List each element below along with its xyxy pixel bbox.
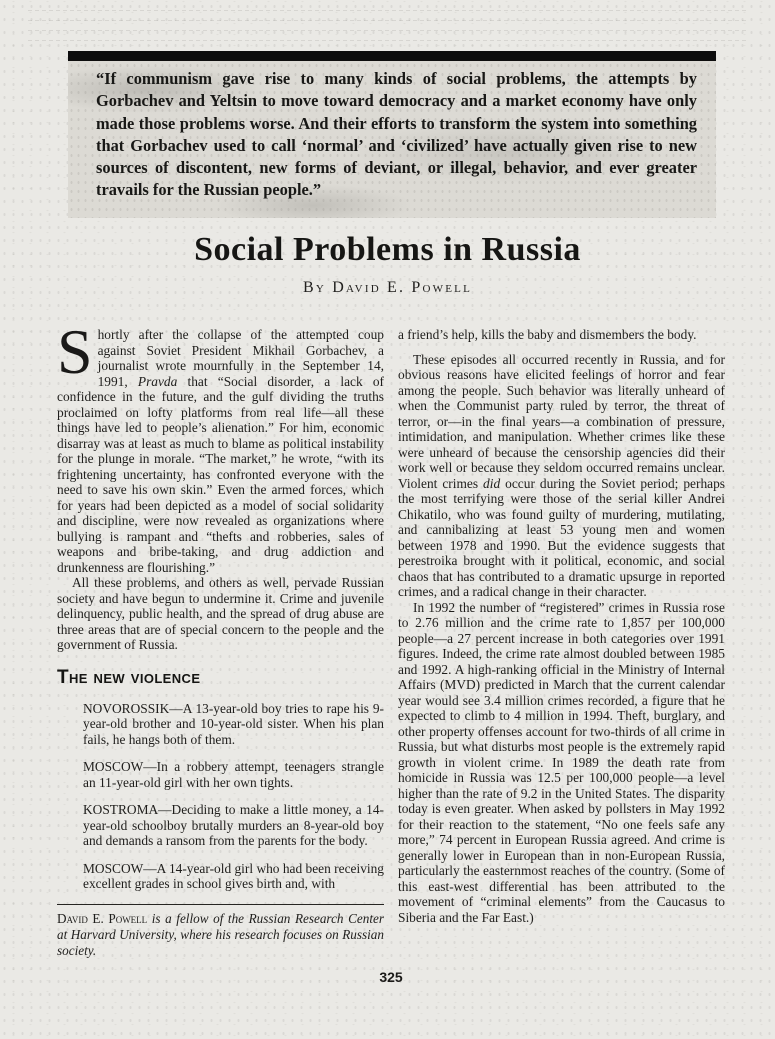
article-body (57, 316, 725, 960)
scan-artifact-lines (28, 10, 747, 42)
paragraph: In 1992 the number of “registered” crimes in Russia rose to 2.76 million and the crime rate to 1,857 per 100,000 people—a 27 percent increase in both categories over 1991 figures. Indeed, the crime rate almost doubled between 1985 and 1992. A high-ranking official in the Ministry of Internal Affairs (MVD) predicted in March that the current calendar year would see 3.4 million crimes recorded, a figure that he expected to climb to 4 million in 1994. Theft, burglary, and other property offenses account for two-thirds of all crime in Russia, but what disturbs most people is the extremely rapid growth in violent crime. In 1989 the death rate from homicide in Russia was 12.5 per 100,000 people—a level higher than the rate of 9.2 in the United States. The disparity today is even greater. When asked by pollsters in May 1992 for their reaction to the statement, “No one feels safe any more,” 74 percent in European Russia agreed. And crime is generally lower in European than in non-European Russia, particularly the easternmost reaches of the country. (Some of this east-west differential has been attributed to the movement of “criminal elements” from the Caucasus to Siberia and the Far East.) (398, 599, 725, 925)
byline: By David E. Powell (302, 279, 472, 296)
violence-report-item: NOVOROSSIK—A 13-year-old boy tries to rape his 9-year-old brother and 10-year-old sister. When his plan fails, he hangs both of them. (83, 700, 384, 747)
paragraph: These episodes all occurred recently in Russia, and for obvious reasons have elicited feelings of horror and fear among the people. Such behavior was literally unheard of when the Communist party ruled by terror, the threat of terror, or—in the final years—a combination of pressure, intimidation, and manipulation. Whether crimes like these were unheard of because the censorship agencies did their work well or because they seldom occurred remains unclear. Violent crimes did occur during the Soviet period; perhaps the most terrifying were those of the serial killer Andrei Chikatilo, who was found guilty of murdering, mutilating, and cannibalizing at least 53 young men and women between 1978 and 1990. But the evidence suggests that perestroika brought with it political, economic, and social chaos that has contributed to a dramatic upsurge in reported crimes, and a radical change in their character. (398, 351, 725, 599)
page-number: 325 (379, 969, 403, 985)
left-column (57, 316, 384, 960)
right-column (398, 327, 725, 960)
paragraph-continuation: a friend’s help, kills the baby and dismembers the body. (398, 327, 697, 342)
paragraph: All these problems, and others as well, pervade Russian society and have begun to undermine it. Crime and juvenile delinquency, public health, and the spread of drug abuse are three areas that are of special concern to the people and the government of Russia. (57, 575, 384, 652)
intro-paragraph (57, 316, 384, 575)
intro-paragraph-text: hortly after the collapse of the attempted coup against Soviet President Mikhail Gorbachev, a journalist wrote mournfully in the September 14, 1991, Pravda that “Social disorder, a lack of confidence in the future, and the gulf dividing the truths proclaimed on lofty platforms from real life—all these things have led to people’s alienation.” For him, economic disarray was at least as much to blame as political instability for the plunge in morale. “The market,” he wrote, “with its frightening uncertainty, has confronted everyone with the need to save his own skin.” Even the armed forces, which for years had been depicted as a model of social solidarity and discipline, were now revealed as organizations where bullying is rampant and “thefts and robberies, sales of weapons and bribe-taking, and drug addiction and drunkenness are flourishing.” (57, 327, 384, 575)
violence-report-item: MOSCOW—In a robbery attempt, teenagers strangle an 11-year-old girl with her own tights. (83, 759, 384, 790)
author-footnote: David E. Powell is a fellow of the Russian Research Center at Harvard University, where his research focuses on Russian society. (57, 904, 384, 960)
section-heading: The new violence (57, 666, 201, 688)
violence-report-item: KOSTROMA—Deciding to make a little money, a 14-year-old schoolboy brutally murders an 8-year-old boy and demands a ransom from the parents for the body. (83, 802, 384, 848)
violence-report-item: MOSCOW—A 14-year-old girl who had been receiving excellent grades in school gives birth and, with (83, 860, 384, 891)
pull-quote-block (68, 61, 716, 218)
article-title: Social Problems in Russia (194, 231, 581, 268)
pull-quote-text: “If communism gave rise to many kinds of social problems, the attempts by Gorbachev and Yeltsin to move toward democracy and a market economy have only made those problems worse. And their efforts to transform the system into something that Gorbachev used to call ‘normal’ and ‘civilized’ have actually given rise to new sources of discontent, new forms of deviant, or illegal, behavior, and ever greater travails for the Russian people.” (96, 69, 697, 200)
top-rule (68, 51, 716, 61)
drop-cap: S (57, 316, 93, 387)
